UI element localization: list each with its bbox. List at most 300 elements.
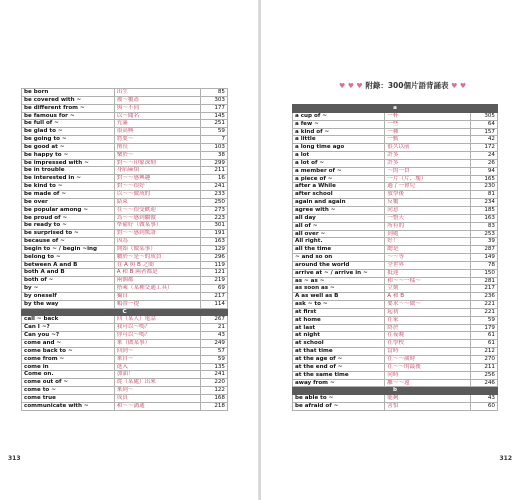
phrase-chinese: 到處 <box>385 230 471 238</box>
phrase-row <box>293 269 498 277</box>
phrase-english: arrive at ~ / arrive in ~ <box>293 269 385 277</box>
phrase-chinese: 加油！ <box>114 371 201 379</box>
phrase-english: A as well as B <box>293 293 385 301</box>
phrase-row <box>293 206 498 214</box>
phrase-page: 218 <box>201 402 228 410</box>
phrase-page: 85 <box>201 89 228 97</box>
phrase-page: 163 <box>471 214 498 222</box>
phrase-page: 122 <box>201 387 228 395</box>
phrase-chinese: 成真 <box>114 394 201 402</box>
phrase-chinese: 來到～ <box>114 387 201 395</box>
phrase-english: be glad to ~ <box>22 128 115 136</box>
left-page <box>0 0 259 500</box>
phrase-page: 219 <box>201 277 228 285</box>
phrase-chinese: 你可以～嗎？ <box>114 332 201 340</box>
phrase-english: a member of ~ <box>293 167 385 175</box>
phrase-english: between A and B <box>22 261 115 269</box>
phrase-row <box>22 379 228 387</box>
phrase-chinese: 起初 <box>385 308 471 316</box>
section-letter: C <box>22 308 228 316</box>
phrase-english: be full of ~ <box>22 120 115 128</box>
phrase-english: all day <box>293 214 385 222</box>
phrase-row <box>293 238 498 246</box>
phrase-page: 64 <box>471 120 498 128</box>
phrase-english: be interested in ~ <box>22 175 115 183</box>
phrase-english: be proud of ~ <box>22 214 115 222</box>
phrase-english: come out of ~ <box>22 379 115 387</box>
section-header <box>293 387 498 395</box>
phrase-page: 267 <box>201 316 228 324</box>
phrase-english: belong to ~ <box>22 253 115 261</box>
phrase-row <box>22 332 228 340</box>
phrase-english: All right. <box>293 238 385 246</box>
phrase-english: because of ~ <box>22 238 115 246</box>
phrase-chinese: 準備好（做某事） <box>114 222 201 230</box>
phrase-table-left <box>21 88 228 411</box>
phrase-page: 135 <box>201 363 228 371</box>
phrase-chinese: 和～～一樣～ <box>385 277 471 285</box>
phrase-page: 114 <box>201 300 228 308</box>
phrase-page: 301 <box>201 222 228 230</box>
phrase-english: be in trouble <box>22 167 115 175</box>
phrase-page: 119 <box>201 261 228 269</box>
phrase-chinese: 以～聞名 <box>114 112 201 120</box>
phrase-page: 61 <box>471 340 498 348</box>
phrase-english: ~ and so on <box>293 254 385 262</box>
phrase-row <box>22 269 228 277</box>
phrase-row <box>293 324 498 332</box>
phrase-row <box>22 167 228 175</box>
phrase-chinese: 當時 <box>385 348 471 356</box>
phrase-chinese: 回到～ <box>114 347 201 355</box>
phrase-english: be popular among ~ <box>22 206 115 214</box>
phrase-row <box>293 285 498 293</box>
phrase-chinese: 在～～的最後 <box>385 363 471 371</box>
phrase-page: 42 <box>471 136 498 144</box>
phrase-page: 220 <box>201 379 228 387</box>
phrase-english: be afraid of ~ <box>293 403 385 411</box>
phrase-row <box>293 340 498 348</box>
phrase-chinese: 出生 <box>114 89 201 97</box>
phrase-page: 163 <box>201 238 228 246</box>
phrase-row <box>293 301 498 309</box>
phrase-chinese: 一杯 <box>385 112 471 120</box>
phrase-row <box>293 371 498 379</box>
phrase-english: be good at ~ <box>22 143 115 151</box>
phrase-row <box>293 332 498 340</box>
phrase-chinese: 同意 <box>385 206 471 214</box>
phrase-chinese: A 和 B <box>385 293 471 301</box>
phrase-page: 296 <box>201 253 228 261</box>
phrase-chinese: 在學校 <box>385 340 471 348</box>
phrase-page: 150 <box>471 269 498 277</box>
phrase-row <box>293 191 498 199</box>
phrase-english: as ~ as ~ <box>293 277 385 285</box>
phrase-english: be ready to ~ <box>22 222 115 230</box>
phrase-chinese: 抵達 <box>385 269 471 277</box>
phrase-page: 7 <box>201 136 228 144</box>
phrase-page: 179 <box>471 324 498 332</box>
phrase-page: 299 <box>201 159 228 167</box>
phrase-english: a kind of ~ <box>293 128 385 136</box>
phrase-chinese: 好！ <box>385 238 471 246</box>
phrase-page: 26 <box>471 159 498 167</box>
phrase-chinese: 我可以～嗎？ <box>114 324 201 332</box>
right-page <box>261 0 520 500</box>
phrase-english: come to ~ <box>22 387 115 395</box>
phrase-english: at last <box>293 324 385 332</box>
phrase-page: 233 <box>201 190 228 198</box>
phrase-english: both A and B <box>22 269 115 277</box>
phrase-english: at that time <box>293 348 385 356</box>
phrase-english: call ~ back <box>22 316 115 324</box>
phrase-row <box>22 104 228 112</box>
phrase-english: a little <box>293 136 385 144</box>
phrase-english: be born <box>22 89 115 97</box>
phrase-chinese: 兩個都 <box>114 277 201 285</box>
phrase-row <box>293 175 498 183</box>
phrase-page: 172 <box>471 144 498 152</box>
phrase-row <box>22 96 228 104</box>
phrase-chinese: 在夜晚 <box>385 332 471 340</box>
phrase-page: 230 <box>471 183 498 191</box>
section-letter: a <box>293 105 498 113</box>
phrase-chinese: ～的一員 <box>385 167 471 175</box>
phrase-chinese: 充滿 <box>114 120 201 128</box>
phrase-chinese: 同時 <box>385 371 471 379</box>
phrase-chinese: 離～～遠 <box>385 379 471 387</box>
phrase-english: be kind to ~ <box>22 183 115 191</box>
phrase-chinese: 全世界 <box>385 261 471 269</box>
phrase-row <box>22 253 228 261</box>
phrase-chinese: 許多 <box>385 159 471 167</box>
phrase-chinese: 在～～很受歡迎 <box>114 206 201 214</box>
phrase-row <box>293 144 498 152</box>
phrase-english: all of ~ <box>293 222 385 230</box>
phrase-page: 270 <box>471 356 498 364</box>
phrase-row <box>22 112 228 120</box>
phrase-row <box>22 128 228 136</box>
phrase-chinese: 來（做某事） <box>114 340 201 348</box>
phrase-page: 83 <box>471 222 498 230</box>
phrase-row <box>22 371 228 379</box>
phrase-page: 177 <box>201 104 228 112</box>
phrase-english: a lot <box>293 152 385 160</box>
phrase-chinese: 身陷麻煩 <box>114 167 201 175</box>
phrase-english: be different from ~ <box>22 104 115 112</box>
phrase-page: 234 <box>471 199 498 207</box>
phrase-chinese: 開始（做某事） <box>114 245 201 253</box>
phrase-page: 211 <box>201 167 228 175</box>
phrase-row <box>22 183 228 191</box>
phrase-chinese: 將要～ <box>114 136 201 144</box>
phrase-english: communicate with ~ <box>22 402 115 410</box>
phrase-english: come true <box>22 394 115 402</box>
phrase-row <box>22 175 228 183</box>
phrase-english: all the time <box>293 246 385 254</box>
phrase-row <box>293 136 498 144</box>
phrase-page: 236 <box>471 293 498 301</box>
phrase-row <box>22 143 228 151</box>
phrase-chinese: 放學後 <box>385 191 471 199</box>
phrase-row <box>293 246 498 254</box>
phrase-page: 78 <box>471 261 498 269</box>
phrase-page: 221 <box>471 308 498 316</box>
phrase-page: 221 <box>471 301 498 309</box>
heart-icon: ♥ ♥ ♥ <box>339 82 363 90</box>
phrase-chinese: 回（某人）電話 <box>114 316 201 324</box>
phrase-page: 217 <box>201 292 228 300</box>
phrase-chinese: 立刻 <box>385 285 471 293</box>
phrase-english: by the way <box>22 300 115 308</box>
phrase-row <box>22 363 228 371</box>
phrase-page: 60 <box>471 403 498 411</box>
phrase-chinese: 一種 <box>385 128 471 136</box>
phrase-chinese: 一些 <box>385 120 471 128</box>
phrase-page: 103 <box>201 143 228 151</box>
phrase-chinese: 對～～很好 <box>114 183 201 191</box>
phrase-english: Come on. <box>22 371 115 379</box>
heart-icon: ♥ ♥ <box>451 82 467 90</box>
phrase-english: at the age of ~ <box>293 356 385 364</box>
phrase-english: be over <box>22 198 115 206</box>
appendix-header <box>339 80 466 91</box>
phrase-page: 303 <box>201 96 228 104</box>
phrase-page: 24 <box>471 152 498 160</box>
phrase-english: Can I ~? <box>22 324 115 332</box>
phrase-chinese: 獨自 <box>114 292 201 300</box>
phrase-page: 249 <box>201 340 228 348</box>
phrase-row <box>22 151 228 159</box>
phrase-chinese: 一點 <box>385 136 471 144</box>
phrase-english: a long time ago <box>293 144 385 152</box>
phrase-table-right <box>292 104 498 411</box>
phrase-row <box>293 395 498 403</box>
phrase-row <box>293 261 498 269</box>
phrase-chinese: 害怕 <box>385 403 471 411</box>
phrase-row <box>293 214 498 222</box>
phrase-english: at night <box>293 332 385 340</box>
phrase-row <box>22 394 228 402</box>
phrase-page: 241 <box>201 371 228 379</box>
phrase-page: 21 <box>201 324 228 332</box>
phrase-chinese: 很久以前 <box>385 144 471 152</box>
phrase-page: 287 <box>471 246 498 254</box>
phrase-page: 217 <box>471 285 498 293</box>
phrase-english: both of ~ <box>22 277 115 285</box>
phrase-page: 145 <box>201 112 228 120</box>
phrase-row <box>293 128 498 136</box>
phrase-row <box>293 308 498 316</box>
phrase-chinese: 以～～做成的 <box>114 190 201 198</box>
phrase-chinese: 一整天 <box>385 214 471 222</box>
phrase-chinese: ～～等 <box>385 254 471 262</box>
phrase-chinese: 在家 <box>385 316 471 324</box>
phrase-page: 157 <box>471 128 498 136</box>
phrase-english: at home <box>293 316 385 324</box>
phrase-english: agree with ~ <box>293 206 385 214</box>
phrase-page: 59 <box>471 316 498 324</box>
phrase-english: be able to ~ <box>293 395 385 403</box>
phrase-english: at school <box>293 340 385 348</box>
phrase-chinese: 因為 <box>114 238 201 246</box>
phrase-row <box>293 254 498 262</box>
phrase-page: 38 <box>201 151 228 159</box>
phrase-row <box>293 199 498 207</box>
phrase-english: at the same time <box>293 371 385 379</box>
phrase-page: 129 <box>201 245 228 253</box>
phrase-chinese: 樂於～ <box>114 151 201 159</box>
phrase-row <box>22 347 228 355</box>
phrase-english: after school <box>293 191 385 199</box>
phrase-row <box>293 403 498 411</box>
phrase-page: 251 <box>201 120 228 128</box>
phrase-page: 43 <box>471 395 498 403</box>
phrase-chinese: 擅長 <box>114 143 201 151</box>
phrase-english: come and ~ <box>22 340 115 348</box>
phrase-english: come from ~ <box>22 355 115 363</box>
phrase-row <box>293 277 498 285</box>
phrase-english: at the end of ~ <box>293 363 385 371</box>
phrase-chinese: 來自～ <box>114 355 201 363</box>
section-header <box>293 105 498 113</box>
phrase-english: be covered with ~ <box>22 96 115 104</box>
phrase-chinese: 所有的 <box>385 222 471 230</box>
phrase-chinese: 順帶一提 <box>114 300 201 308</box>
phrase-row <box>293 222 498 230</box>
phrase-row <box>293 167 498 175</box>
phrase-chinese: 反覆 <box>385 199 471 207</box>
phrase-page: 223 <box>201 214 228 222</box>
phrase-row <box>22 136 228 144</box>
phrase-row <box>22 159 228 167</box>
phrase-row <box>22 89 228 97</box>
phrase-chinese: 很高興 <box>114 128 201 136</box>
phrase-chinese: 能夠 <box>385 395 471 403</box>
phrase-row <box>22 324 228 332</box>
phrase-chinese: 過了一會兒 <box>385 183 471 191</box>
phrase-english: all over ~ <box>293 230 385 238</box>
phrase-english: be surprised to ~ <box>22 230 115 238</box>
phrase-english: be made of ~ <box>22 190 115 198</box>
phrase-chinese: 從（某處）出來 <box>114 379 201 387</box>
phrase-page: 185 <box>471 206 498 214</box>
phrase-page: 149 <box>471 254 498 262</box>
phrase-row <box>22 120 228 128</box>
phrase-english: be impressed with ~ <box>22 159 115 167</box>
left-page-number: 313 <box>8 455 21 462</box>
phrase-row <box>22 316 228 324</box>
phrase-row <box>293 348 498 356</box>
phrase-row <box>22 190 228 198</box>
phrase-page: 273 <box>201 206 228 214</box>
phrase-chinese: 對～～感興趣 <box>114 175 201 183</box>
phrase-row <box>293 159 498 167</box>
phrase-chinese: 總是 <box>385 246 471 254</box>
phrase-english: away from ~ <box>293 379 385 387</box>
right-page-number: 312 <box>499 455 512 462</box>
phrase-row <box>22 245 228 253</box>
phrase-chinese: A 和 B 兩者都是 <box>114 269 201 277</box>
phrase-page: 43 <box>201 332 228 340</box>
section-header <box>22 308 228 316</box>
phrase-row <box>22 206 228 214</box>
phrase-row <box>293 316 498 324</box>
phrase-page: 191 <box>201 230 228 238</box>
phrase-row <box>293 183 498 191</box>
phrase-row <box>22 230 228 238</box>
phrase-english: be famous for ~ <box>22 112 115 120</box>
phrase-chinese: 終於 <box>385 324 471 332</box>
phrase-english: as soon as ~ <box>293 285 385 293</box>
phrase-chinese: 與～不同 <box>114 104 201 112</box>
phrase-english: come back to ~ <box>22 347 115 355</box>
phrase-chinese: 搭乘（某種交通工具） <box>114 285 201 293</box>
phrase-page: 305 <box>471 112 498 120</box>
phrase-row <box>22 285 228 293</box>
phrase-row <box>22 402 228 410</box>
phrase-page: 69 <box>201 285 228 293</box>
phrase-english: be going to ~ <box>22 136 115 144</box>
phrase-page: 81 <box>471 191 498 199</box>
phrase-page: 165 <box>471 175 498 183</box>
phrase-page: 94 <box>471 167 498 175</box>
phrase-page: 253 <box>471 230 498 238</box>
phrase-english: by oneself <box>22 292 115 300</box>
phrase-row <box>293 363 498 371</box>
phrase-page: 59 <box>201 128 228 136</box>
phrase-row <box>293 152 498 160</box>
phrase-english: a cup of ~ <box>293 112 385 120</box>
phrase-row <box>293 120 498 128</box>
phrase-page: 39 <box>471 238 498 246</box>
phrase-page: 57 <box>201 347 228 355</box>
phrase-english: ask ~ to ~ <box>293 301 385 309</box>
phrase-page: 211 <box>471 363 498 371</box>
phrase-page: 59 <box>201 355 228 363</box>
phrase-page: 121 <box>201 269 228 277</box>
phrase-chinese: 為～～感到驕傲 <box>114 214 201 222</box>
phrase-chinese: 對～～印象深刻 <box>114 159 201 167</box>
phrase-row <box>293 293 498 301</box>
phrase-row <box>293 112 498 120</box>
phrase-row <box>22 355 228 363</box>
phrase-page: 281 <box>471 277 498 285</box>
phrase-english: a few ~ <box>293 120 385 128</box>
phrase-chinese: 被～覆蓋 <box>114 96 201 104</box>
phrase-english: after a While <box>293 183 385 191</box>
phrase-page: 212 <box>471 348 498 356</box>
phrase-page: 241 <box>201 183 228 191</box>
phrase-page: 61 <box>471 332 498 340</box>
phrase-chinese: 在～～歲時 <box>385 356 471 364</box>
phrase-page: 16 <box>201 175 228 183</box>
phrase-chinese: 許多 <box>385 152 471 160</box>
phrase-row <box>22 340 228 348</box>
phrase-row <box>22 214 228 222</box>
phrase-row <box>22 387 228 395</box>
phrase-chinese: 進入 <box>114 363 201 371</box>
phrase-row <box>22 277 228 285</box>
phrase-row <box>22 222 228 230</box>
phrase-english: Can you ~? <box>22 332 115 340</box>
phrase-english: come in <box>22 363 115 371</box>
phrase-english: again and again <box>293 199 385 207</box>
phrase-row <box>293 356 498 364</box>
phrase-row <box>293 379 498 387</box>
phrase-chinese: 在 A 與 B 之間 <box>114 261 201 269</box>
phrase-english: be happy to ~ <box>22 151 115 159</box>
